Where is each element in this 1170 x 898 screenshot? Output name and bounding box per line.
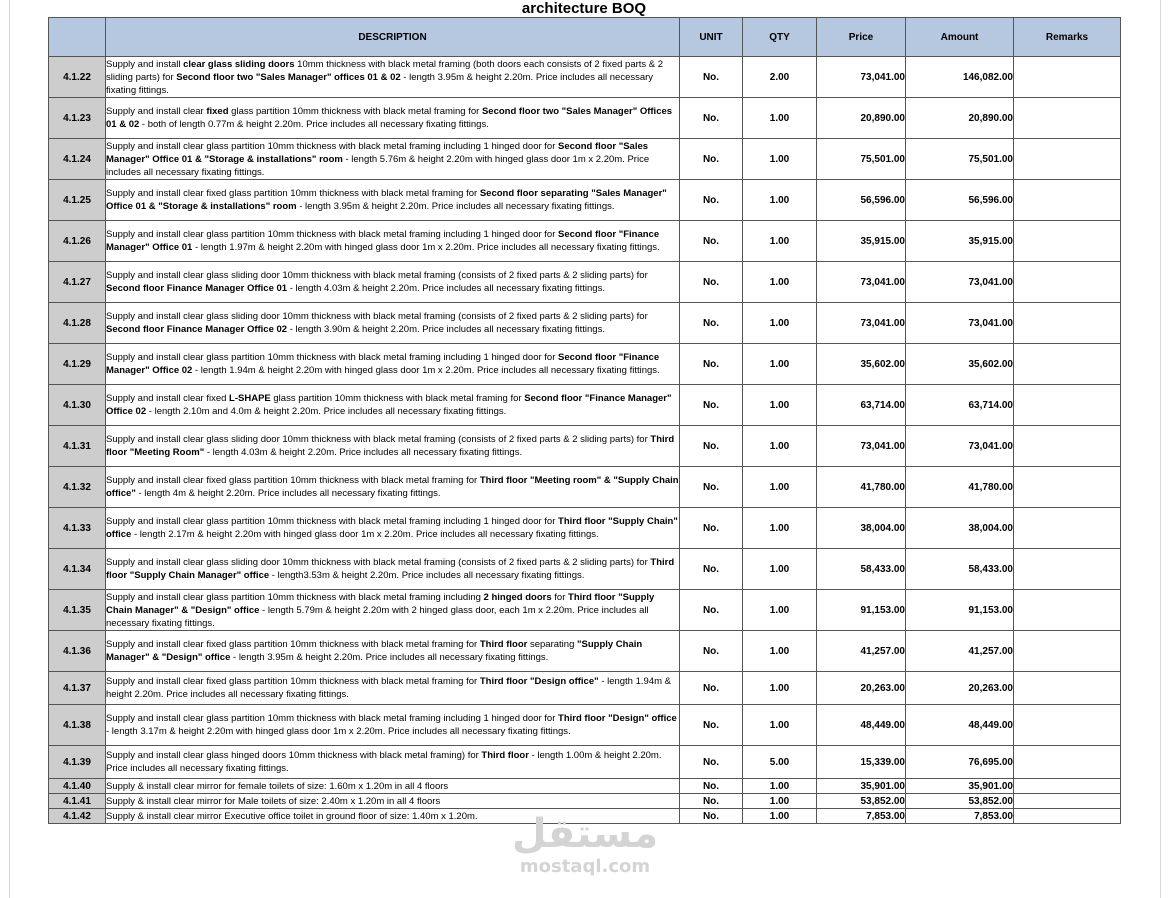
description-cell: [106, 221, 680, 262]
description-segment: Supply & install clear mirror Executive office toilet in ground floor of size: 1.40m x 1.20m.: [106, 810, 478, 822]
amount-cell: 56,596.00: [906, 180, 1014, 221]
table-row: [49, 508, 1121, 549]
column-header-amount: Amount: [906, 18, 1014, 57]
description-segment: Supply and install clear glass partition 10mm thickness with black metal framing including 1 hinged door for: [106, 352, 559, 363]
table-row: [49, 746, 1121, 779]
description-segment: - length3.53m & height 2.20m. Price includes all necessary fixating fittings.: [269, 570, 585, 581]
description-segment: - length 1.97m & height 2.20m with hinged glass door 1m x 2.20m. Price includes all necessary fixating fittings.: [192, 242, 660, 253]
description-segment: - length 1.00m & height 2.20m. Price includes all necessary fixating fittings.: [106, 750, 662, 774]
item-number-cell: 4.1.31: [49, 426, 106, 467]
description-text: [106, 310, 679, 336]
table-row: [49, 98, 1121, 139]
description-segment: - length 4m & height 2.20m. Price includes all necessary fixating fittings.: [135, 488, 441, 499]
description-text: [106, 638, 679, 664]
description-segment: - length 3.90m & height 2.20m. Price includes all necessary fixating fittings.: [287, 324, 605, 335]
description-segment: 10mm thickness with black metal framing (both doors each consists of 2 fixed parts & 2 sliding parts) for: [106, 58, 664, 83]
unit-cell: No.: [680, 221, 743, 262]
description-segment: - length 2.10m and 4.0m & height 2.20m. Price includes all necessary fixating fittings.: [146, 406, 507, 417]
amount-cell: 41,257.00: [906, 631, 1014, 672]
description-segment: Supply and install clear glass partition 10mm thickness with black metal framing including 1 hinged door for: [106, 516, 559, 527]
column-header-unit: UNIT: [680, 18, 743, 57]
description-bold-segment: Third floor "Supply Chain Manager" & "Design" office: [106, 591, 655, 616]
description-segment: Supply and install clear glass sliding door 10mm thickness with black metal framing (consists of 2 fixed parts & 2 sliding parts) for: [106, 311, 648, 322]
description-segment: - length 3.95m & height 2.20m. Price includes all necessary fixating fittings.: [106, 71, 654, 96]
remarks-cell: [1014, 746, 1121, 779]
item-number-cell: 4.1.32: [49, 467, 106, 508]
table-row: [49, 590, 1121, 631]
item-number-cell: 4.1.30: [49, 385, 106, 426]
description-text: [106, 591, 679, 630]
description-bold-segment: Third floor: [481, 750, 529, 761]
table-row: [49, 385, 1121, 426]
unit-cell: No.: [680, 426, 743, 467]
description-segment: Supply and install clear glass partition 10mm thickness with black metal framing including 1 hinged door for: [106, 140, 559, 152]
description-segment: glass partition 10mm thickness with black metal framing for: [270, 393, 525, 404]
table-row: [49, 549, 1121, 590]
amount-cell: 41,780.00: [906, 467, 1014, 508]
qty-cell: 1.00: [743, 549, 817, 590]
description-bold-segment: Third floor "Supply Chain Manager" office: [106, 557, 675, 581]
description-text: [106, 474, 679, 500]
description-segment: Supply and install clear glass hinged doors 10mm thickness with black metal framing) for: [106, 750, 482, 761]
description-segment: - both of length 0.77m & height 2.20m. Price includes all necessary fixating fittings.: [139, 119, 489, 130]
amount-cell: 35,915.00: [906, 221, 1014, 262]
description-text: [106, 228, 679, 254]
qty-cell: 1.00: [743, 221, 817, 262]
description-segment: Supply and install clear glass partition 10mm thickness with black metal framing including: [106, 591, 484, 603]
unit-cell: No.: [680, 344, 743, 385]
qty-cell: 1.00: [743, 426, 817, 467]
description-segment: separating: [527, 639, 577, 650]
remarks-cell: [1014, 426, 1121, 467]
price-cell: 35,901.00: [817, 779, 906, 794]
remarks-cell: [1014, 779, 1121, 794]
price-cell: 20,890.00: [817, 98, 906, 139]
description-bold-segment: Second floor Finance Manager Office 02: [106, 324, 288, 335]
description-cell: [106, 508, 680, 549]
unit-cell: No.: [680, 508, 743, 549]
remarks-cell: [1014, 467, 1121, 508]
description-text: [106, 556, 679, 582]
item-number-cell: 4.1.41: [49, 794, 106, 809]
unit-cell: No.: [680, 794, 743, 809]
unit-cell: No.: [680, 180, 743, 221]
description-bold-segment: 2 hinged doors: [483, 591, 552, 603]
price-cell: 41,780.00: [817, 467, 906, 508]
item-number-cell: 4.1.38: [49, 705, 106, 746]
item-number-cell: 4.1.37: [49, 672, 106, 705]
table-row: [49, 344, 1121, 385]
description-text: [106, 392, 679, 418]
qty-cell: 1.00: [743, 631, 817, 672]
description-text: [106, 675, 679, 701]
item-number-cell: 4.1.29: [49, 344, 106, 385]
item-number-cell: 4.1.39: [49, 746, 106, 779]
remarks-cell: [1014, 303, 1121, 344]
qty-cell: 1.00: [743, 467, 817, 508]
description-segment: for: [551, 591, 569, 603]
amount-cell: 35,901.00: [906, 779, 1014, 794]
description-bold-segment: Second floor Finance Manager Office 01: [106, 283, 288, 294]
description-segment: Supply and install clear glass partition 10mm thickness with black metal framing including 1 hinged door for: [106, 713, 559, 724]
description-bold-segment: Third floor "Design" office: [558, 713, 677, 724]
description-segment: - length 4.03m & height 2.20m. Price includes all necessary fixating fittings.: [204, 447, 523, 458]
description-bold-segment: "Supply Chain Manager" & "Design" office: [106, 639, 643, 663]
description-bold-segment: Second floor "Finance Manager" Office 02: [106, 393, 672, 417]
price-cell: 7,853.00: [817, 809, 906, 824]
price-cell: 56,596.00: [817, 180, 906, 221]
description-text: [106, 712, 679, 738]
remarks-cell: [1014, 57, 1121, 98]
page-edge-right: [1160, 0, 1161, 898]
qty-cell: 1.00: [743, 794, 817, 809]
description-cell: [106, 794, 680, 809]
description-segment: Supply and install: [106, 58, 184, 70]
description-cell: [106, 809, 680, 824]
table-row: [49, 180, 1121, 221]
price-cell: 41,257.00: [817, 631, 906, 672]
price-cell: 91,153.00: [817, 590, 906, 631]
description-cell: [106, 590, 680, 631]
description-bold-segment: Second floor separating "Sales Manager" Office 01 & "Storage & installations" room: [106, 188, 667, 212]
description-segment: Supply and install clear: [106, 106, 207, 117]
description-cell: [106, 426, 680, 467]
qty-cell: 1.00: [743, 180, 817, 221]
remarks-cell: [1014, 508, 1121, 549]
qty-cell: 1.00: [743, 98, 817, 139]
description-text: [106, 140, 679, 179]
description-segment: - length 1.94m & height 2.20m with hinged glass door 1m x 2.20m. Price includes all necessary fixating fittings.: [192, 365, 660, 376]
item-number-cell: 4.1.23: [49, 98, 106, 139]
item-number-cell: 4.1.36: [49, 631, 106, 672]
remarks-cell: [1014, 344, 1121, 385]
amount-cell: 146,082.00: [906, 57, 1014, 98]
amount-cell: 38,004.00: [906, 508, 1014, 549]
price-cell: 35,602.00: [817, 344, 906, 385]
unit-cell: No.: [680, 631, 743, 672]
qty-cell: 1.00: [743, 303, 817, 344]
amount-cell: 73,041.00: [906, 426, 1014, 467]
unit-cell: No.: [680, 467, 743, 508]
price-cell: 73,041.00: [817, 303, 906, 344]
column-header-item: [49, 18, 106, 57]
remarks-cell: [1014, 705, 1121, 746]
item-number-cell: 4.1.24: [49, 139, 106, 180]
watermark-logo-text: مستقل: [511, 811, 659, 857]
description-segment: Supply & install clear mirror for female toilets of size: 1.60m x 1.20m in all 4 floors: [106, 780, 449, 792]
amount-cell: 20,890.00: [906, 98, 1014, 139]
description-cell: [106, 549, 680, 590]
amount-cell: 35,602.00: [906, 344, 1014, 385]
table-row: [49, 221, 1121, 262]
remarks-cell: [1014, 549, 1121, 590]
description-text: [106, 105, 679, 131]
description-text: [106, 749, 679, 775]
description-cell: [106, 180, 680, 221]
description-segment: Supply & install clear mirror for Male toilets of size: 2.40m x 1.20m in all 4 floors: [106, 795, 441, 807]
price-cell: 73,041.00: [817, 426, 906, 467]
amount-cell: 48,449.00: [906, 705, 1014, 746]
price-cell: 73,041.00: [817, 262, 906, 303]
qty-cell: 1.00: [743, 385, 817, 426]
description-text: [106, 433, 679, 459]
description-segment: - length 3.95m & height 2.20m. Price includes all necessary fixating fittings.: [296, 201, 615, 212]
item-number-cell: 4.1.26: [49, 221, 106, 262]
column-header-description: DESCRIPTION: [106, 18, 680, 57]
description-segment: Supply and install clear fixed glass partition 10mm thickness with black metal framing for: [106, 676, 480, 687]
description-bold-segment: Third floor: [479, 639, 528, 650]
price-cell: 48,449.00: [817, 705, 906, 746]
price-cell: 73,041.00: [817, 57, 906, 98]
remarks-cell: [1014, 221, 1121, 262]
price-cell: 75,501.00: [817, 139, 906, 180]
remarks-cell: [1014, 139, 1121, 180]
table-row: [49, 262, 1121, 303]
item-number-cell: 4.1.42: [49, 809, 106, 824]
table-row: [49, 779, 1121, 794]
description-cell: [106, 746, 680, 779]
table-row: [49, 672, 1121, 705]
watermark-domain: mostaql.com: [519, 856, 651, 877]
remarks-cell: [1014, 631, 1121, 672]
description-text: [106, 187, 679, 213]
description-cell: [106, 139, 680, 180]
remarks-cell: [1014, 262, 1121, 303]
description-text: [106, 515, 679, 541]
unit-cell: No.: [680, 549, 743, 590]
qty-cell: 2.00: [743, 57, 817, 98]
price-cell: 58,433.00: [817, 549, 906, 590]
description-bold-segment: Second floor "Sales Manager" Office 01 & "Storage & installations" room: [106, 140, 649, 165]
description-segment: - length 5.76m & height 2.20m with hinged glass door 1m x 2.20m. Price includes all necessary fixating fittings.: [106, 153, 650, 178]
table-row: [49, 426, 1121, 467]
header-row: [49, 18, 1121, 57]
description-segment: Supply and install clear glass sliding door 10mm thickness with black metal framing (consists of 2 fixed parts & 2 sliding parts) for: [106, 270, 648, 281]
description-segment: Supply and install clear fixed glass partition 10mm thickness with black metal framing for: [106, 188, 480, 199]
price-cell: 35,915.00: [817, 221, 906, 262]
price-cell: 20,263.00: [817, 672, 906, 705]
remarks-cell: [1014, 180, 1121, 221]
description-text: [106, 269, 679, 295]
price-cell: 63,714.00: [817, 385, 906, 426]
qty-cell: 1.00: [743, 705, 817, 746]
column-header-remarks: Remarks: [1014, 18, 1121, 57]
description-bold-segment: Third floor "Design office": [479, 676, 599, 687]
description-cell: [106, 467, 680, 508]
amount-cell: 58,433.00: [906, 549, 1014, 590]
description-segment: - length 3.17m & height 2.20m with hinged glass door 1m x 2.20m. Price includes all necessary fixating fittings.: [106, 726, 571, 737]
description-segment: - length 3.95m & height 2.20m. Price includes all necessary fixating fittings.: [230, 652, 549, 663]
description-segment: Supply and install clear fixed glass partition 10mm thickness with black metal framing for: [106, 639, 480, 650]
amount-cell: 20,263.00: [906, 672, 1014, 705]
item-number-cell: 4.1.22: [49, 57, 106, 98]
table-row: [49, 303, 1121, 344]
unit-cell: No.: [680, 385, 743, 426]
remarks-cell: [1014, 385, 1121, 426]
description-cell: [106, 57, 680, 98]
unit-cell: No.: [680, 779, 743, 794]
qty-cell: 1.00: [743, 262, 817, 303]
amount-cell: 73,041.00: [906, 262, 1014, 303]
description-segment: Supply and install clear glass sliding door 10mm thickness with black metal framing (consists of 2 fixed parts & 2 sliding parts) for: [106, 557, 651, 568]
description-bold-segment: fixed: [206, 106, 229, 117]
table-row: [49, 57, 1121, 98]
document-title: architecture BOQ: [521, 0, 647, 17]
description-text: [106, 58, 679, 97]
unit-cell: No.: [680, 672, 743, 705]
table-row: [49, 794, 1121, 809]
amount-cell: 7,853.00: [906, 809, 1014, 824]
unit-cell: No.: [680, 98, 743, 139]
description-segment: Supply and install clear glass partition 10mm thickness with black metal framing including 1 hinged door for: [106, 229, 559, 240]
description-bold-segment: Second floor "Finance Manager" Office 02: [106, 352, 660, 376]
description-segment: - length 1.94m & height 2.20m. Price includes all necessary fixating fittings.: [106, 676, 671, 700]
qty-cell: 1.00: [743, 344, 817, 385]
qty-cell: 1.00: [743, 779, 817, 794]
unit-cell: No.: [680, 57, 743, 98]
price-cell: 15,339.00: [817, 746, 906, 779]
table-row: [49, 809, 1121, 824]
description-segment: Supply and install clear glass sliding door 10mm thickness with black metal framing (consists of 2 fixed parts & 2 sliding parts) for: [106, 434, 651, 445]
description-bold-segment: clear glass sliding doors: [183, 58, 295, 70]
description-segment: - length 4.03m & height 2.20m. Price includes all necessary fixating fittings.: [287, 283, 605, 294]
description-text: [106, 780, 679, 793]
description-cell: [106, 303, 680, 344]
description-bold-segment: L-SHAPE: [229, 393, 271, 404]
description-cell: [106, 672, 680, 705]
description-bold-segment: Second floor two "Sales Manager" Offices 01 & 02: [106, 106, 673, 130]
table-row: [49, 139, 1121, 180]
description-cell: [106, 779, 680, 794]
description-bold-segment: Third floor "Meeting Room": [106, 434, 675, 458]
description-segment: Supply and install clear fixed: [106, 393, 230, 404]
unit-cell: No.: [680, 139, 743, 180]
item-number-cell: 4.1.28: [49, 303, 106, 344]
amount-cell: 76,695.00: [906, 746, 1014, 779]
description-bold-segment: Third floor "Supply Chain" office: [106, 516, 678, 540]
table-row: [49, 631, 1121, 672]
amount-cell: 91,153.00: [906, 590, 1014, 631]
description-bold-segment: Second floor two "Sales Manager" offices 01 & 02: [176, 71, 401, 83]
description-segment: - length 5.79m & height 2.20m with 2 hinged glass door, each 1m x 2.20m. Price includes all necessary fixating fittings.: [106, 604, 649, 629]
boq-table: [48, 17, 1121, 824]
unit-cell: No.: [680, 746, 743, 779]
description-cell: [106, 344, 680, 385]
description-text: [106, 795, 679, 808]
remarks-cell: [1014, 590, 1121, 631]
description-cell: [106, 98, 680, 139]
description-cell: [106, 631, 680, 672]
amount-cell: 75,501.00: [906, 139, 1014, 180]
item-number-cell: 4.1.25: [49, 180, 106, 221]
description-cell: [106, 385, 680, 426]
unit-cell: No.: [680, 809, 743, 824]
table-row: [49, 705, 1121, 746]
remarks-cell: [1014, 794, 1121, 809]
description-cell: [106, 705, 680, 746]
qty-cell: 5.00: [743, 746, 817, 779]
item-number-cell: 4.1.27: [49, 262, 106, 303]
qty-cell: 1.00: [743, 508, 817, 549]
qty-cell: 1.00: [743, 672, 817, 705]
description-text: [106, 810, 679, 823]
remarks-cell: [1014, 672, 1121, 705]
page-edge-left: [9, 0, 10, 898]
description-bold-segment: Second floor "Finance Manager" Office 01: [106, 229, 660, 253]
price-cell: 53,852.00: [817, 794, 906, 809]
column-header-price: Price: [817, 18, 906, 57]
qty-cell: 1.00: [743, 590, 817, 631]
unit-cell: No.: [680, 590, 743, 631]
boq-body: [49, 57, 1121, 824]
remarks-cell: [1014, 809, 1121, 824]
description-segment: - length 2.17m & height 2.20m with hinged glass door 1m x 2.20m. Price includes all necessary fixating fittings.: [131, 529, 599, 540]
item-number-cell: 4.1.40: [49, 779, 106, 794]
table-row: [49, 467, 1121, 508]
unit-cell: No.: [680, 262, 743, 303]
column-header-qty: QTY: [743, 18, 817, 57]
description-segment: glass partition 10mm thickness with black metal framing for: [228, 106, 482, 117]
price-cell: 38,004.00: [817, 508, 906, 549]
qty-cell: 1.00: [743, 809, 817, 824]
amount-cell: 63,714.00: [906, 385, 1014, 426]
item-number-cell: 4.1.34: [49, 549, 106, 590]
description-bold-segment: Third floor "Meeting room" & "Supply Chain office": [106, 475, 679, 499]
item-number-cell: 4.1.33: [49, 508, 106, 549]
amount-cell: 53,852.00: [906, 794, 1014, 809]
remarks-cell: [1014, 98, 1121, 139]
description-cell: [106, 262, 680, 303]
description-text: [106, 351, 679, 377]
item-number-cell: 4.1.35: [49, 590, 106, 631]
amount-cell: 73,041.00: [906, 303, 1014, 344]
unit-cell: No.: [680, 705, 743, 746]
description-segment: Supply and install clear fixed glass partition 10mm thickness with black metal framing for: [106, 475, 480, 486]
unit-cell: No.: [680, 303, 743, 344]
qty-cell: 1.00: [743, 139, 817, 180]
